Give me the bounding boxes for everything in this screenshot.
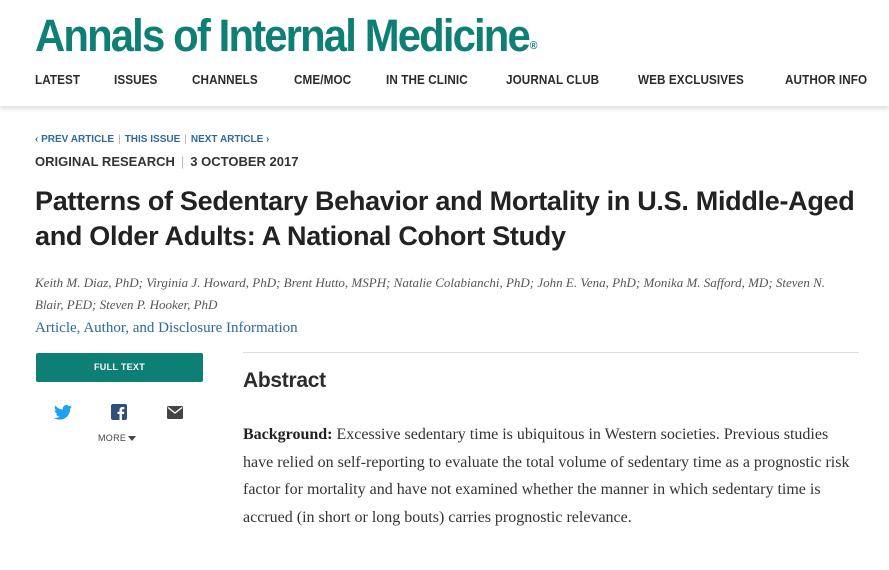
meta-separator: | — [180, 154, 185, 169]
abstract-heading: Abstract — [243, 369, 326, 392]
nav-separator: | — [118, 134, 121, 145]
section-divider — [243, 352, 859, 353]
article-navigation — [35, 134, 269, 145]
next-article-link[interactable]: NEXT ARTICLE › — [190, 134, 270, 145]
prev-article-link[interactable]: ‹ PREV ARTICLE — [35, 134, 115, 145]
journal-logo[interactable] — [35, 8, 537, 64]
background-text: Excessive sedentary time is ubiquitous in Western societies. Previous studies have relied on self-reporting to evaluate the total volume of sedentary time as a prognostic risk factor for mortality and have not examined whether the manner in which sedentary time is accrued (in short or long bouts) carries prognostic relevance. — [243, 426, 850, 526]
article-type: ORIGINAL RESEARCH — [35, 154, 175, 169]
nav-cme-moc[interactable]: CME/MOC — [293, 72, 351, 87]
nav-author-info[interactable]: AUTHOR INFO — [785, 72, 868, 87]
registered-mark: ® — [529, 40, 538, 52]
abstract-background — [243, 421, 859, 531]
facebook-icon[interactable] — [109, 402, 129, 422]
article-meta — [35, 154, 298, 169]
nav-issues[interactable]: ISSUES — [114, 72, 158, 87]
nav-journal-club[interactable]: JOURNAL CLUB — [505, 72, 600, 87]
main-nav — [35, 72, 889, 87]
background-label: Background: — [243, 426, 333, 443]
publication-date: 3 OCTOBER 2017 — [190, 154, 299, 169]
more-share-toggle[interactable] — [98, 433, 136, 443]
disclosure-info-link[interactable]: Article, Author, and Disclosure Information — [35, 320, 298, 336]
caret-down-icon — [128, 436, 136, 441]
author-list: Keith M. Diaz, PhD; Virginia J. Howard, PhD; Brent Hutto, MSPH; Natalie Colabianchi, PhD; John E. Vena, PhD; Monika M. Safford, MD; Steven N. Blair, PED; Steven P. Hooker, PhD — [35, 275, 825, 312]
nav-separator: | — [184, 134, 187, 145]
full-text-button[interactable]: FULL TEXT — [36, 353, 203, 382]
email-icon[interactable] — [165, 402, 185, 422]
nav-channels[interactable]: CHANNELS — [191, 72, 258, 87]
logo-text: Annals of Internal Medicine — [35, 10, 529, 61]
more-label: MORE — [98, 433, 127, 443]
this-issue-link[interactable]: THIS ISSUE — [124, 134, 181, 145]
nav-latest[interactable]: LATEST — [35, 72, 81, 87]
twitter-icon[interactable] — [53, 402, 73, 422]
nav-in-the-clinic[interactable]: IN THE CLINIC — [386, 72, 468, 87]
nav-web-exclusives[interactable]: WEB EXCLUSIVES — [638, 72, 745, 87]
site-header — [0, 0, 889, 106]
article-title: Patterns of Sedentary Behavior and Mortality in U.S. Middle-Aged and Older Adults: A National Cohort Study — [35, 186, 855, 251]
